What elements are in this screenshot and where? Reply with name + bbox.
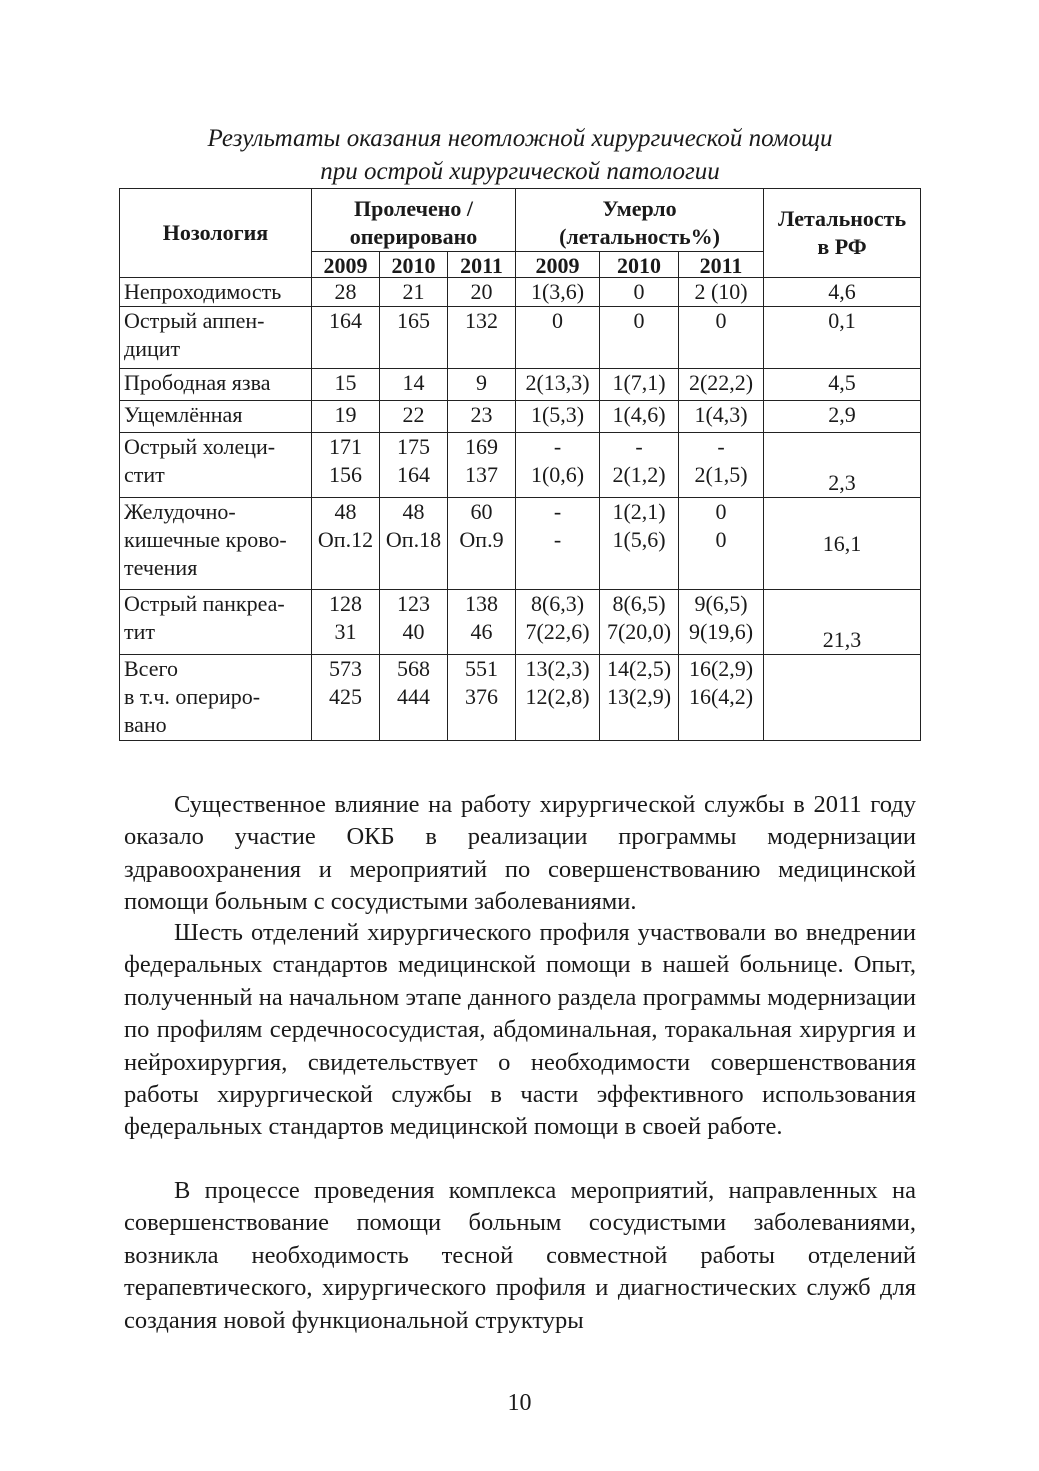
cell-value: 137 bbox=[465, 462, 498, 487]
cell-value: 1(5,6) bbox=[612, 527, 666, 552]
cell-value: 444 bbox=[397, 684, 430, 709]
table-title-line-1: Результаты оказания неотложной хирургической помощи bbox=[207, 125, 833, 152]
cell-died-2011 bbox=[679, 278, 764, 307]
cell-value: 21 bbox=[402, 279, 425, 304]
cell-value: 2(22,2) bbox=[688, 370, 754, 395]
row-label-line: кишечные крово- bbox=[124, 527, 287, 552]
cell-value: 20 bbox=[470, 279, 493, 304]
cell-value: - bbox=[635, 434, 643, 459]
header-rf-line-2: в РФ bbox=[817, 234, 867, 259]
header-year: 2009 bbox=[516, 252, 600, 278]
row-label-line: Острый холеци- bbox=[124, 434, 276, 459]
cell-value: 0 bbox=[715, 308, 727, 333]
paragraph-text: Существенное влияние на работу хирургической службы в 2011 году оказало участие ОКБ в реализации программы модернизации здравоохранения и мероприятий по совершенствованию медицинской помощи больным с сосудистыми заболеваниями. bbox=[124, 791, 916, 916]
cell-value: 48 bbox=[334, 499, 357, 524]
cell-value: 1(0,6) bbox=[530, 462, 585, 487]
cell-treated-2011 bbox=[448, 590, 516, 655]
cell-treated-2010 bbox=[380, 401, 448, 433]
cell-treated-2010 bbox=[380, 655, 448, 741]
header-died-line-1: Умерло bbox=[602, 196, 677, 221]
cell-died-2009 bbox=[516, 401, 600, 433]
row-label-line: Желудочно- bbox=[124, 499, 236, 524]
cell-died-2010 bbox=[600, 307, 679, 369]
cell-rf-mortality: 2,3 bbox=[764, 433, 921, 498]
cell-died-2010 bbox=[600, 655, 679, 741]
row-label-line: в т.ч. опериро- bbox=[124, 684, 261, 709]
cell-treated-2009 bbox=[312, 307, 380, 369]
cell-treated-2011 bbox=[448, 498, 516, 590]
cell-treated-2010 bbox=[380, 307, 448, 369]
row-label-line: течения bbox=[124, 555, 198, 580]
cell-treated-2010 bbox=[380, 369, 448, 401]
cell-value: 14 bbox=[402, 370, 425, 395]
cell-value: 132 bbox=[465, 308, 498, 333]
cell-treated-2010 bbox=[380, 433, 448, 498]
cell-died-2010 bbox=[600, 401, 679, 433]
cell-value: 1(5,3) bbox=[530, 402, 585, 427]
cell-died-2009 bbox=[516, 433, 600, 498]
cell-died-2011 bbox=[679, 307, 764, 369]
cell-value: 164 bbox=[329, 308, 362, 333]
cell-died-2009 bbox=[516, 498, 600, 590]
cell-value: 123 bbox=[397, 591, 430, 616]
table-row bbox=[120, 498, 921, 590]
row-label bbox=[120, 307, 312, 369]
cell-treated-2009 bbox=[312, 401, 380, 433]
table-title-line-2: при острой хирургической патологии bbox=[320, 158, 720, 185]
cell-value: 0 bbox=[633, 279, 645, 304]
cell-value: 425 bbox=[329, 684, 362, 709]
table-row bbox=[120, 278, 921, 307]
cell-died-2009 bbox=[516, 278, 600, 307]
cell-value: 1(4,3) bbox=[694, 402, 748, 427]
cell-died-2010 bbox=[600, 498, 679, 590]
row-label bbox=[120, 369, 312, 401]
cell-treated-2009 bbox=[312, 498, 380, 590]
paragraph-text: В процессе проведения комплекса мероприятий, направленных на совершенствование помощи больным сосудистыми заболеваниями, возникла необходимость тесной совместной работы отделений терапевтического, хирургического профиля и диагностических служб для создания новой функциональной структуры bbox=[124, 1177, 916, 1334]
cell-value: - bbox=[717, 434, 725, 459]
cell-value: 1(7,1) bbox=[612, 370, 666, 395]
cell-value: 9 bbox=[476, 370, 487, 395]
cell-value: 48 bbox=[402, 499, 425, 524]
row-label-line: вано bbox=[124, 712, 167, 737]
header-year: 2010 bbox=[600, 252, 679, 278]
cell-value: - bbox=[553, 499, 562, 524]
cell-value: 1(2,1) bbox=[612, 499, 666, 524]
cell-value: 0 bbox=[715, 527, 727, 552]
cell-value: 46 bbox=[470, 619, 493, 644]
cell-died-2010 bbox=[600, 278, 679, 307]
cell-value: 1(4,6) bbox=[612, 402, 666, 427]
cell-rf-mortality: 16,1 bbox=[764, 498, 921, 590]
cell-value: 13(2,9) bbox=[606, 684, 672, 709]
row-label-line: дицит bbox=[124, 336, 181, 361]
cell-treated-2011 bbox=[448, 307, 516, 369]
cell-value: - bbox=[553, 434, 562, 459]
header-rf-mortality bbox=[764, 189, 921, 278]
cell-value: 40 bbox=[402, 619, 425, 644]
results-table bbox=[119, 188, 921, 741]
cell-value: 165 bbox=[397, 308, 430, 333]
cell-value: 0 bbox=[552, 308, 564, 333]
header-treated-line-2: оперировано bbox=[349, 224, 478, 249]
table-row bbox=[120, 401, 921, 433]
cell-value: 22 bbox=[402, 402, 425, 427]
cell-rf-mortality bbox=[764, 655, 921, 741]
row-label bbox=[120, 433, 312, 498]
row-label-line: Непроходимость bbox=[124, 279, 282, 304]
row-label-line: Всего bbox=[124, 656, 178, 681]
cell-value: 568 bbox=[397, 656, 430, 681]
cell-treated-2009 bbox=[312, 655, 380, 741]
cell-value: 7(22,6) bbox=[525, 619, 590, 644]
cell-rf-mortality: 2,9 bbox=[764, 401, 921, 433]
cell-value: - bbox=[553, 527, 562, 552]
cell-value: 16(2,9) bbox=[688, 656, 754, 681]
table-row bbox=[120, 655, 921, 741]
cell-value: 28 bbox=[334, 279, 357, 304]
cell-value: 9(19,6) bbox=[688, 619, 754, 644]
cell-died-2011 bbox=[679, 401, 764, 433]
cell-value: 15 bbox=[334, 370, 357, 395]
cell-value: 0 bbox=[633, 308, 645, 333]
header-treated-line-1: Пролечено / bbox=[353, 196, 474, 221]
header-died-line-2: (летальность%) bbox=[559, 224, 720, 249]
row-label bbox=[120, 278, 312, 307]
cell-died-2011 bbox=[679, 433, 764, 498]
cell-treated-2009 bbox=[312, 278, 380, 307]
row-label-line: Острый панкреа- bbox=[124, 591, 285, 616]
row-label-line: тит bbox=[124, 619, 156, 644]
cell-died-2009 bbox=[516, 590, 600, 655]
row-label bbox=[120, 590, 312, 655]
cell-value: Оп.9 bbox=[459, 527, 504, 552]
cell-value: 14(2,5) bbox=[606, 656, 672, 681]
paragraph bbox=[124, 789, 916, 919]
cell-value: 16(4,2) bbox=[688, 684, 754, 709]
cell-rf-mortality: 4,5 bbox=[764, 369, 921, 401]
row-label-line: Острый аппен- bbox=[124, 308, 265, 333]
cell-died-2009 bbox=[516, 655, 600, 741]
cell-value: 2 (10) bbox=[694, 279, 748, 304]
cell-value: 2(1,5) bbox=[694, 462, 748, 487]
cell-value: 169 bbox=[465, 434, 498, 459]
cell-died-2011 bbox=[679, 498, 764, 590]
cell-rf-mortality: 0,1 bbox=[764, 307, 921, 369]
cell-value: Оп.12 bbox=[317, 527, 374, 552]
cell-value: 60 bbox=[470, 499, 493, 524]
row-label bbox=[120, 655, 312, 741]
cell-value: 2(13,3) bbox=[525, 370, 590, 395]
cell-treated-2009 bbox=[312, 369, 380, 401]
cell-died-2009 bbox=[516, 307, 600, 369]
cell-rf-mortality: 4,6 bbox=[764, 278, 921, 307]
cell-value: 156 bbox=[329, 462, 362, 487]
cell-value: 376 bbox=[465, 684, 498, 709]
cell-treated-2011 bbox=[448, 369, 516, 401]
header-year: 2010 bbox=[380, 252, 448, 278]
cell-value: 0 bbox=[715, 499, 727, 524]
cell-died-2009 bbox=[516, 369, 600, 401]
table-row bbox=[120, 307, 921, 369]
cell-value: 573 bbox=[329, 656, 362, 681]
paragraph bbox=[124, 917, 916, 1144]
cell-value: Оп.18 bbox=[385, 527, 442, 552]
cell-treated-2010 bbox=[380, 590, 448, 655]
cell-treated-2011 bbox=[448, 401, 516, 433]
cell-value: 7(20,0) bbox=[606, 619, 672, 644]
cell-value: 13(2,3) bbox=[525, 656, 590, 681]
cell-value: 551 bbox=[465, 656, 498, 681]
header-nosology: Нозология bbox=[120, 189, 312, 278]
cell-value: 2(1,2) bbox=[612, 462, 666, 487]
paragraph-text: Шесть отделений хирургического профиля участвовали во внедрении федеральных стандартов медицинской помощи в нашей больнице. Опыт, полученный на начальном этапе данного раздела программы модернизации по профилям сердечнососудистая, абдоминальная, торакальная хирургия и нейрохирургия, свидетельствует о необходимости совершенствования работы хирургической службы в части эффективного использования федеральных стандартов медицинской помощи в своей работе. bbox=[124, 919, 916, 1141]
header-year: 2011 bbox=[448, 252, 516, 278]
cell-died-2010 bbox=[600, 590, 679, 655]
cell-died-2010 bbox=[600, 369, 679, 401]
header-died bbox=[516, 189, 764, 252]
cell-treated-2011 bbox=[448, 655, 516, 741]
row-label-line: Ущемлённая bbox=[124, 402, 243, 427]
cell-value: 19 bbox=[334, 402, 357, 427]
cell-value: 31 bbox=[334, 619, 357, 644]
page-number: 10 bbox=[507, 1390, 532, 1416]
cell-treated-2010 bbox=[380, 498, 448, 590]
cell-rf-mortality: 21,3 bbox=[764, 590, 921, 655]
cell-value: 8(6,3) bbox=[530, 591, 585, 616]
cell-value: 9(6,5) bbox=[694, 591, 748, 616]
cell-value: 8(6,5) bbox=[612, 591, 666, 616]
cell-died-2011 bbox=[679, 655, 764, 741]
cell-died-2010 bbox=[600, 433, 679, 498]
row-label-line: Прободная язва bbox=[124, 370, 271, 395]
header-treated bbox=[312, 189, 516, 252]
cell-treated-2010 bbox=[380, 278, 448, 307]
header-rf-line-1: Летальность bbox=[777, 206, 907, 231]
table-row bbox=[120, 369, 921, 401]
cell-treated-2009 bbox=[312, 590, 380, 655]
cell-treated-2011 bbox=[448, 433, 516, 498]
header-year: 2011 bbox=[679, 252, 764, 278]
cell-value: 138 bbox=[465, 591, 498, 616]
cell-died-2011 bbox=[679, 369, 764, 401]
cell-treated-2009 bbox=[312, 433, 380, 498]
cell-treated-2011 bbox=[448, 278, 516, 307]
row-label bbox=[120, 401, 312, 433]
row-label bbox=[120, 498, 312, 590]
header-year: 2009 bbox=[312, 252, 380, 278]
cell-value: 171 bbox=[329, 434, 362, 459]
cell-value: 23 bbox=[470, 402, 493, 427]
row-label-line: стит bbox=[124, 462, 165, 487]
cell-value: 164 bbox=[397, 462, 430, 487]
table-row bbox=[120, 433, 921, 498]
cell-died-2011 bbox=[679, 590, 764, 655]
table-row bbox=[120, 590, 921, 655]
cell-value: 128 bbox=[329, 591, 362, 616]
cell-value: 12(2,8) bbox=[525, 684, 590, 709]
cell-value: 1(3,6) bbox=[530, 279, 585, 304]
paragraph bbox=[124, 1175, 916, 1337]
cell-value: 175 bbox=[397, 434, 430, 459]
